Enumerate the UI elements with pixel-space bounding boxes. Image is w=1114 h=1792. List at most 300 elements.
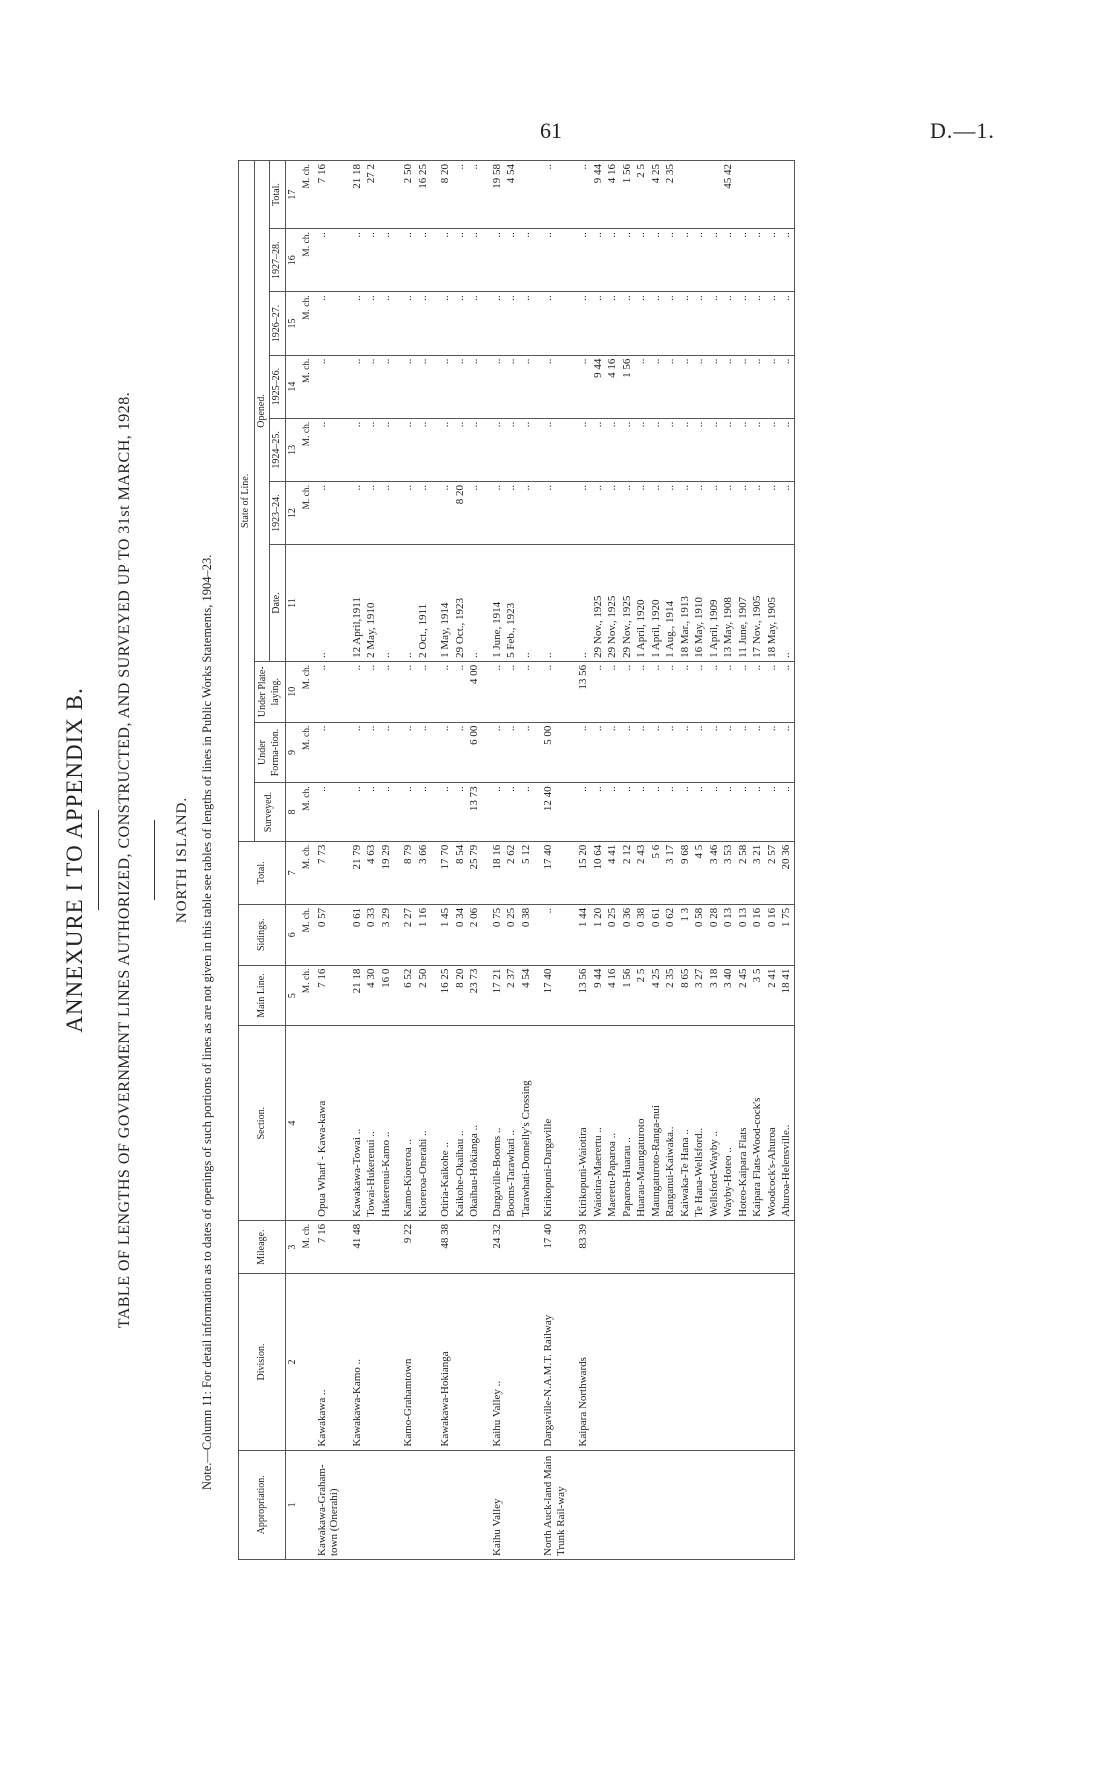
- total-cell: 18 16: [482, 841, 505, 904]
- appropriation-cell: Kaihu Valley: [482, 1450, 505, 1559]
- opened-1926-27-cell: ..: [707, 292, 722, 355]
- mileage-cell: [620, 1220, 635, 1273]
- unit-cell: [300, 1026, 315, 1220]
- appropriation-cell: [663, 1450, 678, 1559]
- under-formation-cell: ..: [568, 722, 591, 783]
- opened-total-cell: [750, 161, 765, 229]
- section-cell: Kirikopuni-Dargaville: [533, 1026, 568, 1220]
- opened-total-cell: ..: [453, 161, 468, 229]
- appropriation-cell: [364, 1450, 379, 1559]
- unit-cell: M. ch.: [300, 418, 315, 481]
- sidings-cell: 1 45: [430, 904, 453, 965]
- section-cell: Waiotira-Maerertu ..: [591, 1026, 606, 1220]
- under-formation-cell: ..: [379, 722, 394, 783]
- surveyed-cell: 12 40: [533, 783, 568, 841]
- division-cell: [364, 1274, 379, 1450]
- mileage-cell: [649, 1220, 664, 1273]
- column-number-row: [285, 161, 300, 1560]
- opened-date-cell: 18 May, 1905: [765, 545, 780, 662]
- sidings-cell: 0 34: [453, 904, 468, 965]
- opened-1923-24-cell: ..: [315, 481, 342, 544]
- division-cell: [634, 1274, 649, 1450]
- under-platelaying-cell: 13 56: [568, 661, 591, 722]
- surveyed-cell: ..: [315, 783, 342, 841]
- division-cell: [692, 1274, 707, 1450]
- mileage-cell: 9 22: [393, 1220, 416, 1273]
- division-cell: [591, 1274, 606, 1450]
- mileage-cell: [678, 1220, 693, 1273]
- division-cell: [519, 1274, 534, 1450]
- surveyed-cell: ..: [707, 783, 722, 841]
- under-formation-cell: ..: [649, 722, 664, 783]
- appropriation-cell: [416, 1450, 431, 1559]
- opened-total-cell: 2 35: [663, 161, 678, 229]
- under-formation-cell: ..: [721, 722, 736, 783]
- opened-1926-27-cell: ..: [736, 292, 751, 355]
- main-line-cell: 3 18: [707, 965, 722, 1026]
- unit-cell: [300, 1450, 315, 1559]
- hdr-1926-27: 1926–27.: [270, 292, 286, 355]
- opened-1923-24-cell: ..: [721, 481, 736, 544]
- main-line-cell: 6 52: [393, 965, 416, 1026]
- opened-1926-27-cell: ..: [765, 292, 780, 355]
- total-cell: 4 63: [364, 841, 379, 904]
- opened-1923-24-cell: ..: [750, 481, 765, 544]
- under-formation-cell: ..: [678, 722, 693, 783]
- opened-1927-28-cell: ..: [707, 229, 722, 292]
- under-platelaying-cell: ..: [393, 661, 416, 722]
- under-platelaying-cell: ..: [678, 661, 693, 722]
- opened-1923-24-cell: ..: [430, 481, 453, 544]
- mileage-cell: [519, 1220, 534, 1273]
- division-cell: [779, 1274, 794, 1450]
- appropriation-cell: Kawakawa-Graham-town (Onerahi): [315, 1450, 342, 1559]
- hdr-surveyed: Surveyed.: [254, 783, 285, 841]
- sidings-cell: 0 16: [750, 904, 765, 965]
- opened-1927-28-cell: ..: [379, 229, 394, 292]
- table-body: [285, 161, 794, 1560]
- mileage-cell: [779, 1220, 794, 1273]
- table-row: [453, 161, 468, 1560]
- opened-date-cell: 12 April,1911: [342, 545, 365, 662]
- total-cell: 20 36: [779, 841, 794, 904]
- section-cell: Maungaturoto-Ranga-nui: [649, 1026, 664, 1220]
- col-num: 8: [285, 783, 300, 841]
- unit-cell: M. ch.: [300, 965, 315, 1026]
- column-note: Note.—Column 11: For detail information as to dates of openings of such portions of lines as are not given in this table see tables of lengths of lines in Public Works Statements, 1904–23.: [200, 554, 214, 1490]
- opened-1926-27-cell: ..: [649, 292, 664, 355]
- under-platelaying-cell: ..: [620, 661, 635, 722]
- opened-1923-24-cell: ..: [779, 481, 794, 544]
- section-cell: Kaiwaka-Te Hana ..: [678, 1026, 693, 1220]
- col-num: 12: [285, 481, 300, 544]
- appropriation-cell: [591, 1450, 606, 1559]
- sidings-cell: 0 38: [519, 904, 534, 965]
- opened-1925-26-cell: ..: [393, 355, 416, 418]
- opened-1927-28-cell: ..: [467, 229, 482, 292]
- table-row: [416, 161, 431, 1560]
- opened-1925-26-cell: ..: [707, 355, 722, 418]
- opened-1926-27-cell: ..: [721, 292, 736, 355]
- sidings-cell: 0 61: [649, 904, 664, 965]
- opened-1926-27-cell: ..: [692, 292, 707, 355]
- opened-date-cell: 16 May, 1910: [692, 545, 707, 662]
- opened-1927-28-cell: ..: [765, 229, 780, 292]
- table-row: [620, 161, 635, 1560]
- opened-1925-26-cell: ..: [467, 355, 482, 418]
- table-row: [393, 161, 416, 1560]
- opened-1925-26-cell: ..: [482, 355, 505, 418]
- hdr-under-formation: Under Forma-tion.: [254, 722, 285, 783]
- division-cell: [416, 1274, 431, 1450]
- opened-total-cell: [765, 161, 780, 229]
- opened-1924-25-cell: ..: [430, 418, 453, 481]
- appropriation-cell: [393, 1450, 416, 1559]
- opened-1924-25-cell: ..: [750, 418, 765, 481]
- opened-total-cell: 7 16: [315, 161, 342, 229]
- hdr-1925-26: 1925–26.: [270, 355, 286, 418]
- hdr-sidings: Sidings.: [239, 904, 286, 965]
- appropriation-cell: [568, 1450, 591, 1559]
- opened-1927-28-cell: ..: [750, 229, 765, 292]
- opened-date-cell: 1 Aug., 1914: [663, 545, 678, 662]
- table-row: [721, 161, 736, 1560]
- mileage-cell: [707, 1220, 722, 1273]
- title-rule-2: [154, 820, 155, 900]
- main-line-cell: 2 50: [416, 965, 431, 1026]
- unit-cell: [300, 1274, 315, 1450]
- hdr-section: Section.: [239, 1026, 286, 1220]
- opened-1925-26-cell: 9 44: [591, 355, 606, 418]
- opened-1926-27-cell: ..: [467, 292, 482, 355]
- sidings-cell: 0 25: [605, 904, 620, 965]
- section-cell: Hoteo-Kaipara Flats: [736, 1026, 751, 1220]
- appropriation-cell: [750, 1450, 765, 1559]
- main-line-cell: 7 16: [315, 965, 342, 1026]
- unit-cell: M. ch.: [300, 481, 315, 544]
- section-cell: Kaipara Flats-Wood-cock's: [750, 1026, 765, 1220]
- hdr-division: Division.: [239, 1274, 286, 1450]
- section-cell: Otiria-Kaikohe ..: [430, 1026, 453, 1220]
- table-row: [663, 161, 678, 1560]
- appropriation-cell: [692, 1450, 707, 1559]
- section-cell: Huarau-Maungaturoto: [634, 1026, 649, 1220]
- table-row: [634, 161, 649, 1560]
- col-num: 10: [285, 661, 300, 722]
- main-line-cell: 2 37: [504, 965, 519, 1026]
- section-cell: Okaihau-Hokianga ..: [467, 1026, 482, 1220]
- hdr-state-of-line: State of Line.: [239, 161, 255, 842]
- main-line-cell: 8 65: [678, 965, 693, 1026]
- opened-1924-25-cell: ..: [678, 418, 693, 481]
- opened-date-cell: 29 Nov., 1925: [591, 545, 606, 662]
- under-formation-cell: 6 00: [467, 722, 482, 783]
- opened-date-cell: ..: [379, 545, 394, 662]
- main-line-cell: 16 0: [379, 965, 394, 1026]
- sidings-cell: 0 28: [707, 904, 722, 965]
- division-cell: [504, 1274, 519, 1450]
- total-cell: 7 73: [315, 841, 342, 904]
- sidings-cell: 0 75: [482, 904, 505, 965]
- under-formation-cell: ..: [364, 722, 379, 783]
- sidings-cell: 3 29: [379, 904, 394, 965]
- opened-1923-24-cell: ..: [663, 481, 678, 544]
- under-platelaying-cell: ..: [342, 661, 365, 722]
- under-formation-cell: ..: [315, 722, 342, 783]
- under-formation-cell: ..: [416, 722, 431, 783]
- table-row: [315, 161, 342, 1560]
- main-line-cell: 2 5: [634, 965, 649, 1026]
- opened-1926-27-cell: ..: [482, 292, 505, 355]
- main-line-cell: 9 44: [591, 965, 606, 1026]
- opened-1924-25-cell: ..: [467, 418, 482, 481]
- opened-date-cell: 1 April, 1920: [649, 545, 664, 662]
- main-line-cell: 13 56: [568, 965, 591, 1026]
- under-formation-cell: ..: [342, 722, 365, 783]
- table-row: [504, 161, 519, 1560]
- opened-1925-26-cell: ..: [779, 355, 794, 418]
- opened-1924-25-cell: ..: [416, 418, 431, 481]
- under-platelaying-cell: ..: [736, 661, 751, 722]
- opened-date-cell: ..: [519, 545, 534, 662]
- main-line-cell: 17 40: [533, 965, 568, 1026]
- total-cell: 2 58: [736, 841, 751, 904]
- opened-1923-24-cell: ..: [533, 481, 568, 544]
- division-cell: [605, 1274, 620, 1450]
- opened-1924-25-cell: ..: [568, 418, 591, 481]
- total-cell: 8 79: [393, 841, 416, 904]
- division-cell: [765, 1274, 780, 1450]
- opened-date-cell: 1 April, 1909: [707, 545, 722, 662]
- appropriation-cell: [649, 1450, 664, 1559]
- division-cell: [707, 1274, 722, 1450]
- opened-total-cell: 2 5: [634, 161, 649, 229]
- col-num: 16: [285, 229, 300, 292]
- opened-1927-28-cell: ..: [678, 229, 693, 292]
- opened-date-cell: 5 Feb., 1923: [504, 545, 519, 662]
- total-cell: 21 79: [342, 841, 365, 904]
- opened-total-cell: [519, 161, 534, 229]
- opened-1926-27-cell: ..: [315, 292, 342, 355]
- under-formation-cell: ..: [605, 722, 620, 783]
- section-cell: Maeretu-Paparoa ..: [605, 1026, 620, 1220]
- opened-1927-28-cell: ..: [591, 229, 606, 292]
- surveyed-cell: ..: [591, 783, 606, 841]
- opened-1927-28-cell: ..: [779, 229, 794, 292]
- section-cell: Towai-Hukerenui ..: [364, 1026, 379, 1220]
- opened-total-cell: 4 54: [504, 161, 519, 229]
- section-cell: Kawakawa-Towai ..: [342, 1026, 365, 1220]
- total-cell: 5 12: [519, 841, 534, 904]
- surveyed-cell: ..: [721, 783, 736, 841]
- total-cell: 17 40: [533, 841, 568, 904]
- under-platelaying-cell: ..: [779, 661, 794, 722]
- opened-date-cell: 1 May, 1914: [430, 545, 453, 662]
- surveyed-cell: ..: [620, 783, 635, 841]
- main-line-cell: 4 54: [519, 965, 534, 1026]
- mileage-cell: [721, 1220, 736, 1273]
- under-platelaying-cell: ..: [663, 661, 678, 722]
- total-cell: 19 29: [379, 841, 394, 904]
- surveyed-cell: ..: [605, 783, 620, 841]
- mileage-cell: [364, 1220, 379, 1273]
- hdr-appropriation: Appropriation.: [239, 1450, 286, 1559]
- opened-total-cell: ..: [467, 161, 482, 229]
- under-platelaying-cell: ..: [504, 661, 519, 722]
- opened-1924-25-cell: ..: [649, 418, 664, 481]
- opened-1925-26-cell: 1 56: [620, 355, 635, 418]
- under-platelaying-cell: ..: [533, 661, 568, 722]
- hdr-total-opened: Total.: [270, 161, 286, 229]
- table-row: [342, 161, 365, 1560]
- table-title: TABLE OF LENGTHS OF GOVERNMENT LINES AUTHORIZED, CONSTRUCTED, AND SURVEYED UP TO 31st MARCH, 1928.: [116, 391, 133, 1329]
- section-cell: Kioreroa-Onerahi ..: [416, 1026, 431, 1220]
- opened-1923-24-cell: ..: [707, 481, 722, 544]
- opened-date-cell: ..: [315, 545, 342, 662]
- table-row: [379, 161, 394, 1560]
- under-formation-cell: ..: [620, 722, 635, 783]
- opened-1927-28-cell: ..: [692, 229, 707, 292]
- surveyed-cell: ..: [430, 783, 453, 841]
- opened-1926-27-cell: ..: [453, 292, 468, 355]
- opened-date-cell: ..: [568, 545, 591, 662]
- opened-1926-27-cell: ..: [364, 292, 379, 355]
- opened-1925-26-cell: ..: [568, 355, 591, 418]
- sidings-cell: 0 13: [736, 904, 751, 965]
- surveyed-cell: ..: [416, 783, 431, 841]
- surveyed-cell: ..: [634, 783, 649, 841]
- col-num: 14: [285, 355, 300, 418]
- opened-total-cell: [692, 161, 707, 229]
- opened-date-cell: 11 June, 1907: [736, 545, 751, 662]
- opened-total-cell: 9 44: [591, 161, 606, 229]
- under-platelaying-cell: ..: [315, 661, 342, 722]
- opened-total-cell: 45 42: [721, 161, 736, 229]
- mileage-cell: 17 40: [533, 1220, 568, 1273]
- under-formation-cell: ..: [453, 722, 468, 783]
- appropriation-cell: [342, 1450, 365, 1559]
- opened-1924-25-cell: ..: [765, 418, 780, 481]
- under-platelaying-cell: ..: [721, 661, 736, 722]
- opened-1926-27-cell: ..: [663, 292, 678, 355]
- opened-1927-28-cell: ..: [605, 229, 620, 292]
- opened-1925-26-cell: ..: [678, 355, 693, 418]
- table-row: [736, 161, 751, 1560]
- hdr-under-platelaying: Under Plate-laying.: [254, 661, 285, 722]
- opened-1926-27-cell: ..: [605, 292, 620, 355]
- under-platelaying-cell: ..: [634, 661, 649, 722]
- appropriation-cell: [779, 1450, 794, 1559]
- total-cell: 4 5: [692, 841, 707, 904]
- sidings-cell: 1 20: [591, 904, 606, 965]
- col-num: 5: [285, 965, 300, 1026]
- under-formation-cell: ..: [482, 722, 505, 783]
- opened-date-cell: 17 Nov., 1905: [750, 545, 765, 662]
- opened-date-cell: 18 Mar., 1913: [678, 545, 693, 662]
- opened-1924-25-cell: ..: [379, 418, 394, 481]
- opened-1927-28-cell: ..: [364, 229, 379, 292]
- opened-1927-28-cell: ..: [620, 229, 635, 292]
- under-formation-cell: ..: [430, 722, 453, 783]
- table-row: [430, 161, 453, 1560]
- under-platelaying-cell: ..: [692, 661, 707, 722]
- opened-date-cell: 13 May, 1908: [721, 545, 736, 662]
- division-cell: [678, 1274, 693, 1450]
- opened-total-cell: [678, 161, 693, 229]
- opened-total-cell: [707, 161, 722, 229]
- section-cell: Hukerenui-Kamo ..: [379, 1026, 394, 1220]
- opened-1925-26-cell: ..: [416, 355, 431, 418]
- section-cell: Booms-Tarawhati ..: [504, 1026, 519, 1220]
- division-cell: [736, 1274, 751, 1450]
- opened-1926-27-cell: ..: [393, 292, 416, 355]
- total-cell: 3 46: [707, 841, 722, 904]
- opened-date-cell: 2 Oct., 1911: [416, 545, 431, 662]
- opened-date-cell: 1 June, 1914: [482, 545, 505, 662]
- table-row: [779, 161, 794, 1560]
- opened-1923-24-cell: ..: [467, 481, 482, 544]
- opened-total-cell: 19 58: [482, 161, 505, 229]
- opened-1927-28-cell: ..: [430, 229, 453, 292]
- opened-1924-25-cell: ..: [692, 418, 707, 481]
- appropriation-cell: [453, 1450, 468, 1559]
- opened-1925-26-cell: ..: [379, 355, 394, 418]
- opened-date-cell: ..: [533, 545, 568, 662]
- annexure-title: ANNEXURE I TO APPENDIX B.: [62, 687, 87, 1033]
- opened-1924-25-cell: ..: [591, 418, 606, 481]
- surveyed-cell: ..: [750, 783, 765, 841]
- table-row: [649, 161, 664, 1560]
- total-cell: 3 21: [750, 841, 765, 904]
- section-cell: Dargaville-Booms ..: [482, 1026, 505, 1220]
- opened-1923-24-cell: ..: [519, 481, 534, 544]
- sidings-cell: 2 06: [467, 904, 482, 965]
- opened-1927-28-cell: ..: [568, 229, 591, 292]
- sidings-cell: 0 33: [364, 904, 379, 965]
- appropriation-cell: [430, 1450, 453, 1559]
- under-platelaying-cell: 4 00: [467, 661, 482, 722]
- division-cell: [663, 1274, 678, 1450]
- appropriation-cell: [634, 1450, 649, 1559]
- surveyed-cell: ..: [482, 783, 505, 841]
- opened-1927-28-cell: ..: [736, 229, 751, 292]
- opened-total-cell: 8 20: [430, 161, 453, 229]
- section-cell: Paparoa-Huarau ..: [620, 1026, 635, 1220]
- opened-1924-25-cell: ..: [482, 418, 505, 481]
- division-cell: Kawakawa-Kamo ..: [342, 1274, 365, 1450]
- opened-1926-27-cell: ..: [750, 292, 765, 355]
- mileage-cell: 41 48: [342, 1220, 365, 1273]
- total-cell: 8 54: [453, 841, 468, 904]
- total-cell: 3 53: [721, 841, 736, 904]
- opened-1923-24-cell: ..: [416, 481, 431, 544]
- opened-1925-26-cell: ..: [364, 355, 379, 418]
- opened-date-cell: 29 Oct., 1923: [453, 545, 468, 662]
- total-cell: 17 70: [430, 841, 453, 904]
- appropriation-cell: [605, 1450, 620, 1559]
- total-cell: 5 6: [649, 841, 664, 904]
- under-formation-cell: ..: [765, 722, 780, 783]
- under-platelaying-cell: ..: [591, 661, 606, 722]
- opened-total-cell: [779, 161, 794, 229]
- under-formation-cell: ..: [634, 722, 649, 783]
- opened-1923-24-cell: ..: [591, 481, 606, 544]
- island-heading: NORTH ISLAND.: [174, 796, 190, 924]
- mileage-cell: [453, 1220, 468, 1273]
- opened-total-cell: 1 56: [620, 161, 635, 229]
- appropriation-cell: [620, 1450, 635, 1559]
- mileage-cell: 83 39: [568, 1220, 591, 1273]
